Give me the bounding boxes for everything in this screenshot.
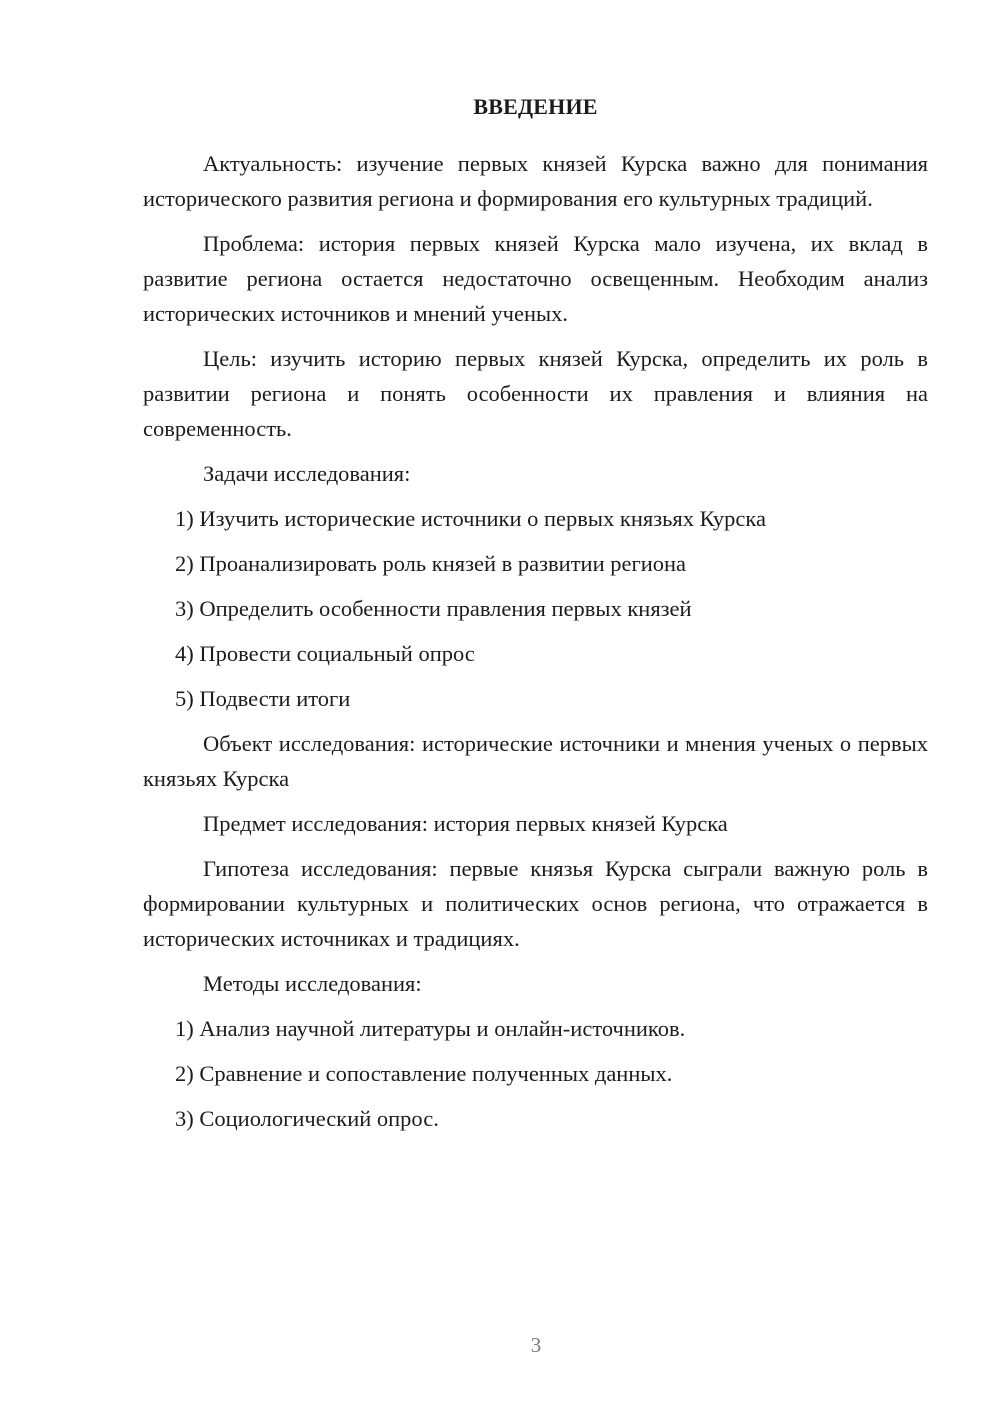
tasks-heading: Задачи исследования: <box>203 461 411 486</box>
section-title: ВВЕДЕНИЕ <box>473 94 598 119</box>
method-item: 1) Анализ научной литературы и онлайн-источников. <box>175 1016 686 1041</box>
method-item: 2) Сравнение и сопоставление полученных данных. <box>175 1061 673 1086</box>
task-item: 2) Проанализировать роль князей в развитии региона <box>175 551 687 576</box>
task-item: 4) Провести социальный опрос <box>175 641 475 666</box>
tasks-list <box>143 501 928 716</box>
task-item: 5) Подвести итоги <box>175 686 351 711</box>
relevance-paragraph: Актуальность: изучение первых князей Курска важно для понимания исторического развития региона и формирования его культурных традиций. <box>143 151 928 211</box>
goal-paragraph: Цель: изучить историю первых князей Курска, определить их роль в развитии региона и понять особенности их правления и влияния на современность. <box>143 346 928 441</box>
hypothesis-paragraph: Гипотеза исследования: первые князья Курска сыграли важную роль в формировании культурных и политических основ региона, что отражается в исторических источниках и традициях. <box>143 856 928 951</box>
task-item: 1) Изучить исторические источники о первых князьях Курска <box>175 506 766 531</box>
task-item: 3) Определить особенности правления первых князей <box>175 596 692 621</box>
subject-paragraph: Предмет исследования: история первых князей Курска <box>203 811 728 836</box>
object-paragraph: Объект исследования: исторические источники и мнения ученых о первых князьях Курска <box>143 731 928 791</box>
methods-list <box>143 1011 928 1136</box>
problem-paragraph: Проблема: история первых князей Курска мало изучена, их вклад в развитие региона остается недостаточно освещенным. Необходим анализ исторических источников и мнений ученых. <box>143 231 928 326</box>
method-item: 3) Социологический опрос. <box>175 1106 439 1131</box>
document-body <box>143 92 928 1146</box>
page-number: 3 <box>530 1333 542 1357</box>
methods-heading: Методы исследования: <box>203 971 422 996</box>
